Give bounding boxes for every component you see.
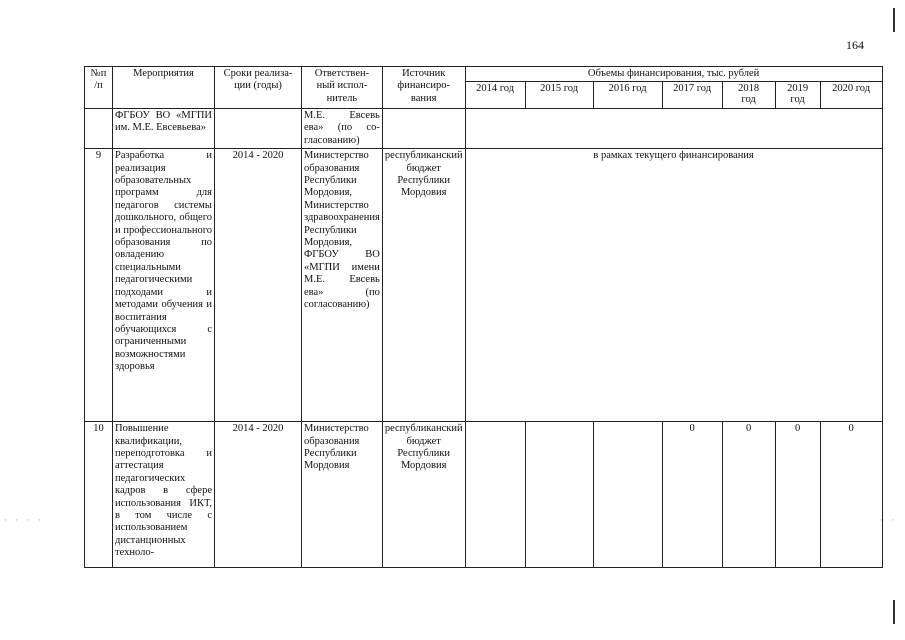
header-funding: Объемы финансирования, тыс. рублей [465, 67, 882, 82]
row-activity: ФГБОУ ВО «МГПИ им. М.Е. Евсевьева» [113, 109, 215, 149]
row-value-2019: 0 [775, 422, 820, 568]
header-year-2018: 2018 год [722, 81, 775, 108]
row-num [85, 109, 113, 149]
row-value-2016 [593, 422, 662, 568]
funding-table [84, 66, 883, 568]
row-funding-note: в рамках текущего финансирования [465, 149, 882, 422]
row-period [215, 109, 302, 149]
header-source: Источник финансиро- вания [382, 67, 465, 109]
header-activity: Мероприятия [113, 67, 215, 109]
row-funding-note [465, 109, 882, 149]
row-value-2014 [465, 422, 525, 568]
row-period: 2014 - 2020 [215, 149, 302, 422]
header-row [85, 67, 883, 82]
header-year-2019: 2019 год [775, 81, 820, 108]
header-year-2017: 2017 год [662, 81, 722, 108]
header-num: №п /п [85, 67, 113, 109]
table-row [85, 149, 883, 422]
row-executor: М.Е. Евсевь ева» (по со-гласованию) [302, 109, 383, 149]
table-row [85, 422, 883, 568]
row-period: 2014 - 2020 [215, 422, 302, 568]
row-value-2020: 0 [820, 422, 882, 568]
row-value-2015 [525, 422, 593, 568]
row-source: республиканский бюджет Республики Мордовия [382, 149, 465, 422]
header-year-2020: 2020 год [820, 81, 882, 108]
row-source [382, 109, 465, 149]
header-year-2014: 2014 год [465, 81, 525, 108]
scan-dots-right: · · [880, 515, 898, 525]
page-number: 164 [846, 38, 864, 52]
scan-mark-bottom [893, 600, 895, 624]
row-activity: Разработка и реализация образовательных программ для педагогов системы дошкольного, общего и профессионального образования по овладению специальными педагогическими подходами и методами обучения и воспитания обучающихся с ограниченными возможностями здоровья [113, 149, 215, 422]
row-num: 10 [85, 422, 113, 568]
row-executor: Министерство образования Республики Мордовия, Министерство здравоохранения Республики Мордовия, ФГБОУ ВО «МГПИ имени М.Е. Евсевь ева» (по согласованию) [302, 149, 383, 422]
header-period: Сроки реализа- ции (годы) [215, 67, 302, 109]
header-year-2015: 2015 год [525, 81, 593, 108]
row-source: республиканский бюджет Республики Мордовия [382, 422, 465, 568]
row-value-2017: 0 [662, 422, 722, 568]
row-activity: Повышение квалификации, переподготовка и аттестация педагогических кадров в сфере использования ИКТ, в том числе с использованием дистанционных техноло- [113, 422, 215, 568]
row-value-2018: 0 [722, 422, 775, 568]
header-year-2016: 2016 год [593, 81, 662, 108]
row-num: 9 [85, 149, 113, 422]
header-executor: Ответствен- ный испол- нитель [302, 67, 383, 109]
scan-dots-left: · · · · [4, 515, 44, 525]
table-row [85, 109, 883, 149]
scan-mark-top [893, 8, 895, 32]
row-executor: Министерство образования Республики Мордовия [302, 422, 383, 568]
